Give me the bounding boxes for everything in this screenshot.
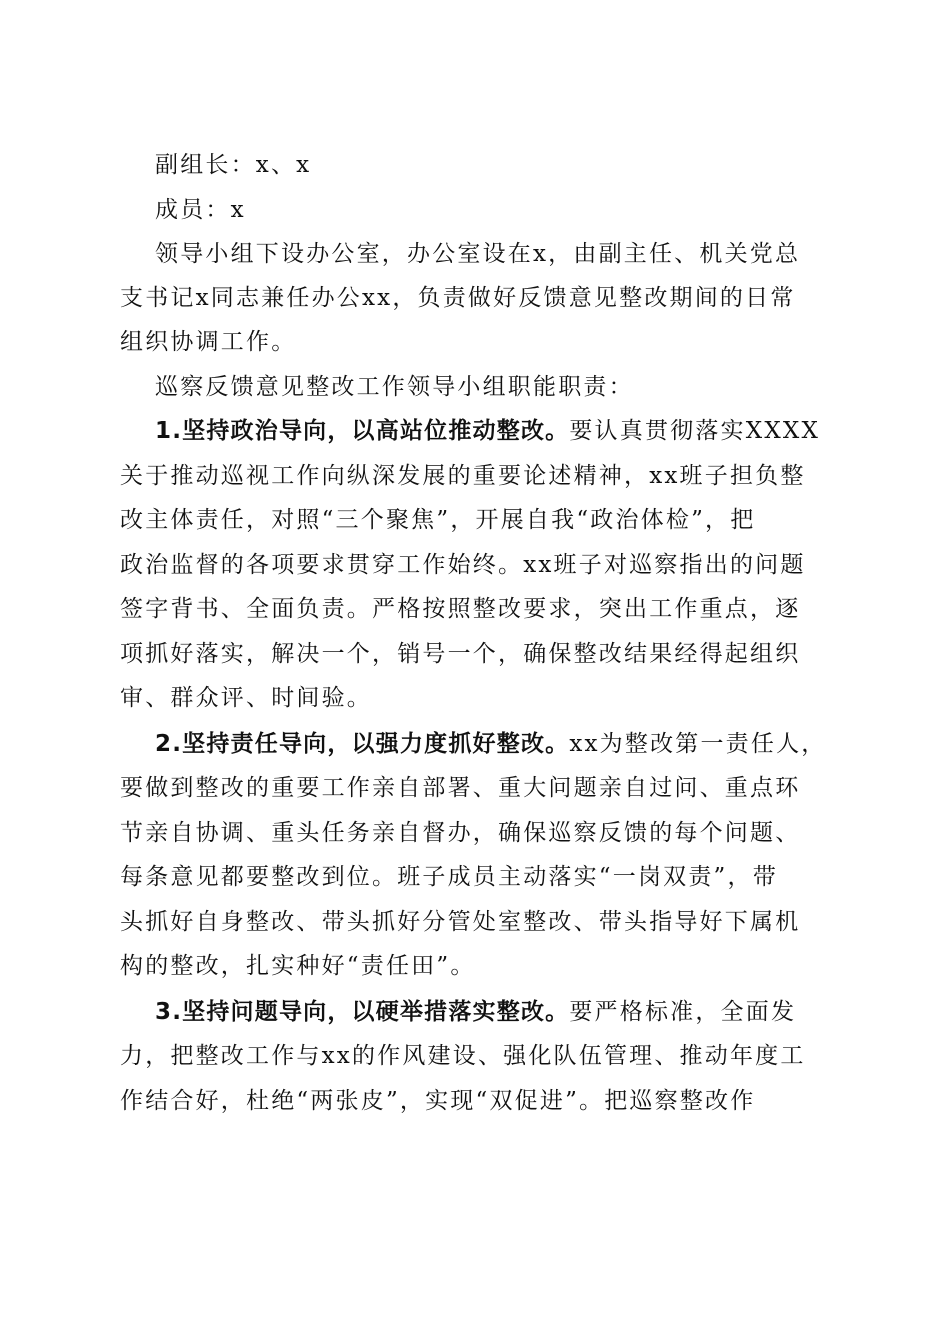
item3-heading: 3.坚持问题导向，以硬举措落实整改。 <box>155 999 570 1025</box>
item1-line-2: 关于推动巡视工作向纵深发展的重要论述精神，xx班子担负整 <box>120 463 806 489</box>
office-paragraph-line-1: 领导小组下设办公室，办公室设在x，由副主任、机关党总 <box>155 241 801 267</box>
duties-heading: 巡察反馈意见整改工作领导小组职能职责： <box>155 374 634 400</box>
item1-line-4: 政治监督的各项要求贯穿工作始终。xx班子对巡察指出的问题 <box>120 552 806 578</box>
item2-line-3: 节亲自协调、重头任务亲自督办，确保巡察反馈的每个问题、 <box>120 820 801 846</box>
item1-line-5: 签字背书、全面负责。严格按照整改要求，突出工作重点，逐 <box>120 596 801 622</box>
item2-first-line-text: xx为整改第一责任人， <box>569 731 827 757</box>
item3-line-2: 力，把整改工作与xx的作风建设、强化队伍管理、推动年度工 <box>120 1043 806 1069</box>
item2-first-line <box>155 729 827 759</box>
office-paragraph-line-2: 支书记x同志兼任办公xx，负责做好反馈意见整改期间的日常 <box>120 285 796 311</box>
item2-line-5: 头抓好自身整改、带头抓好分管处室整改、带头指导好下属机 <box>120 909 801 935</box>
item2-heading: 2.坚持责任导向，以强力度抓好整改。 <box>155 731 570 757</box>
item2-line-4: 每条意见都要整改到位。班子成员主动落实“一岗双责”，带 <box>120 864 778 890</box>
item2-line-6: 构的整改，扎实种好“责任田”。 <box>120 953 476 979</box>
item1-first-line-text: 要认真贯彻落实XXXX <box>569 418 821 444</box>
item1-line-3: 改主体责任，对照“三个聚焦”，开展自我“政治体检”，把 <box>120 507 756 533</box>
item1-heading: 1.坚持政治导向，以高站位推动整改。 <box>155 418 570 444</box>
item3-first-line <box>155 997 796 1027</box>
item1-line-7: 审、群众评、时间验。 <box>120 685 372 711</box>
item1-line-6: 项抓好落实，解决一个，销号一个，确保整改结果经得起组织 <box>120 641 801 667</box>
members-line: 成员：x <box>155 197 246 223</box>
item3-first-line-text: 要严格标准，全面发 <box>569 999 797 1025</box>
item2-line-2: 要做到整改的重要工作亲自部署、重大问题亲自过问、重点环 <box>120 775 801 801</box>
deputy-leader-line: 副组长：x、x <box>155 152 312 178</box>
item1-first-line <box>155 416 820 446</box>
office-paragraph-line-3: 组织协调工作。 <box>120 329 297 355</box>
item3-line-3: 作结合好，杜绝“两张皮”，实现“双促进”。把巡察整改作 <box>120 1088 756 1114</box>
